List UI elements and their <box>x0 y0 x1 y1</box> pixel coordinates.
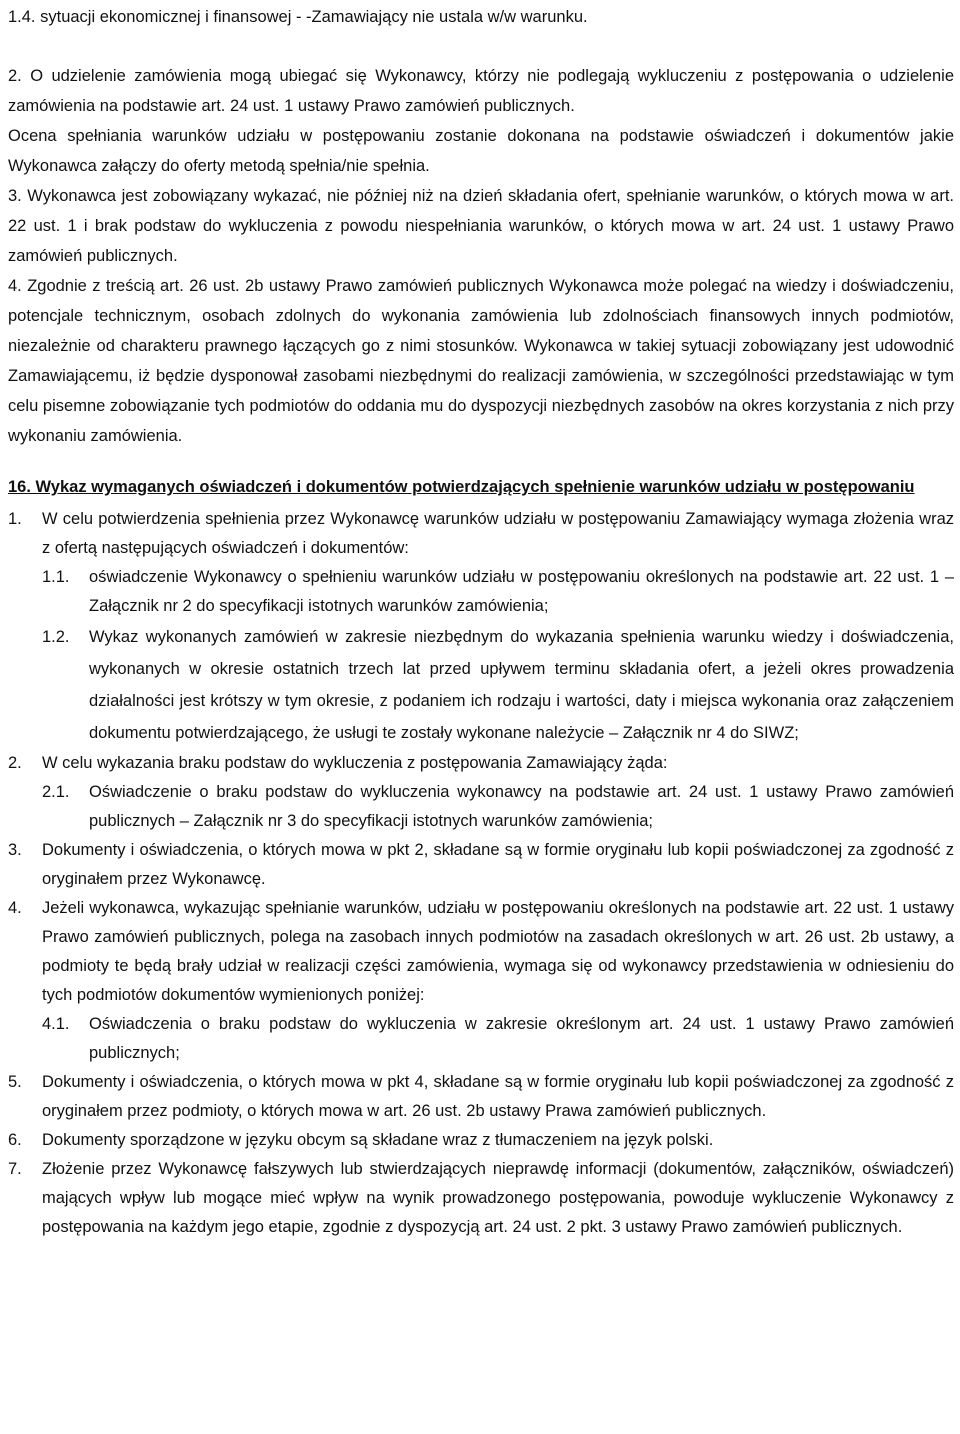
list-item <box>42 621 954 749</box>
list-text: Wykaz wykonanych zamówień w zakresie niezbędnym do wykazania spełnienia warunku wiedzy i doświadczenia, wykonanych w okresie ostatnich trzech lat przed upływem terminu składania ofert, a jeżeli okres prowadzenia działalności jest krótszy w tym okresie, z podaniem ich rodzaju i wartości, daty i miejsca wykonania oraz załączeniem dokumentu potwierdzającego, że usługi te zostały wykonane należycie – Załącznik nr 4 do SIWZ; <box>89 628 954 742</box>
list-text: Złożenie przez Wykonawcę fałszywych lub stwierdzających nieprawdę informacji (dokumentów, załączników, oświadczeń) mających wpływ lub mogące mieć wpływ na wynik prowadzonego postępowania, powoduje wykluczenie Wykonawcy z postępowania na każdym jego etapie, zgodnie z dyspozycją art. 24 ust. 2 pkt. 3 ustawy Prawo zamówień publicznych. <box>42 1160 954 1236</box>
list-item <box>42 1010 954 1068</box>
list-text: Oświadczenie o braku podstaw do wykluczenia wykonawcy na podstawie art. 24 ust. 1 ustawy Prawo zamówień publicznych – Załącznik nr 3 do specyfikacji istotnych warunków zamówienia; <box>89 783 954 830</box>
list-number: 1. <box>8 510 22 528</box>
list-number: 4. <box>8 899 22 917</box>
list-item <box>42 778 954 836</box>
list-text: Dokumenty i oświadczenia, o których mowa w pkt 4, składane są w formie oryginału lub kopii poświadczonej za zgodność z oryginałem przez podmioty, o których mowa w art. 26 ust. 2b ustawy Prawa zamówień publicznych. <box>42 1073 954 1120</box>
spacer <box>8 451 954 471</box>
paragraph-4: 4. Zgodnie z treścią art. 26 ust. 2b ustawy Prawo zamówień publicznych Wykonawca może polegać na wiedzy i doświadczeniu, potencjale technicznym, osobach zdolnych do wykonania zamówienia lub zdolnościach finansowych innych podmiotów, niezależnie od charakteru prawnego łączących go z nimi stosunków. Wykonawca w takiej sytuacji zobowiązany jest udowodnić Zamawiającemu, iż będzie dysponował zasobami niezbędnymi do realizacji zamówienia, w szczególności przedstawiając w tym celu pisemne zobowiązanie tych podmiotów do oddania mu do dyspozycji niezbędnych zasobów na okres korzystania z nich przy wykonaniu zamówienia. <box>8 277 954 445</box>
paragraph-1-4: 1.4. sytuacji ekonomicznej i finansowej - -Zamawiający nie ustala w/w warunku. <box>8 8 588 26</box>
list-item <box>8 836 954 894</box>
list-text: W celu wykazania braku podstaw do wykluczenia z postępowania Zamawiający żąda: <box>42 754 668 772</box>
list-number: 4.1. <box>42 1015 70 1033</box>
spacer <box>8 32 954 61</box>
list-item <box>8 505 954 563</box>
list-number: 6. <box>8 1131 22 1149</box>
list-text: Dokumenty sporządzone w języku obcym są składane wraz z tłumaczeniem na język polski. <box>42 1131 714 1149</box>
list-item <box>8 894 954 1010</box>
list-number: 7. <box>8 1160 22 1178</box>
paragraph-2: 2. O udzielenie zamówienia mogą ubiegać się Wykonawcy, którzy nie podlegają wykluczeniu z postępowania o udzielenie zamówienia na podstawie art. 24 ust. 1 ustawy Prawo zamówień publicznych. <box>8 67 954 115</box>
section-16-heading: 16. Wykaz wymaganych oświadczeń i dokumentów potwierdzających spełnienie warunków udziału w postępowaniu <box>8 478 915 496</box>
list-item <box>8 1068 954 1126</box>
list-number: 5. <box>8 1073 22 1091</box>
list-text: Oświadczenia o braku podstaw do wykluczenia w zakresie określonym art. 24 ust. 1 ustawy Prawo zamówień publicznych; <box>89 1015 954 1062</box>
list-text: oświadczenie Wykonawcy o spełnieniu warunków udziału w postępowaniu określonych na podstawie art. 22 ust. 1 – Załącznik nr 2 do specyfikacji istotnych warunków zamówienia; <box>89 568 954 615</box>
list-number: 1.1. <box>42 568 70 586</box>
list-number: 3. <box>8 841 22 859</box>
list-number: 2. <box>8 754 22 772</box>
list-text: Jeżeli wykonawca, wykazując spełnianie warunków, udziału w postępowaniu określonych na podstawie art. 22 ust. 1 ustawy Prawo zamówień publicznych, polega na zasobach innych podmiotów na zasadach określonych w art. 26 ust. 2b ustawy, a podmioty te będą brały udział w realizacji części zamówienia, wymaga się od wykonawcy przedstawienia w odniesieniu do tych podmiotów dokumentów wymienionych poniżej: <box>42 899 954 1004</box>
paragraph-3: 3. Wykonawca jest zobowiązany wykazać, nie później niż na dzień składania ofert, spełnianie warunków, o których mowa w art. 22 ust. 1 i brak podstaw do wykluczenia z powodu niespełniania warunków, o których mowa w art. 24 ust. 1 ustawy Prawo zamówień publicznych. <box>8 187 954 265</box>
list-item <box>8 1126 954 1155</box>
list-text: Dokumenty i oświadczenia, o których mowa w pkt 2, składane są w formie oryginału lub kopii poświadczonej za zgodność z oryginałem przez Wykonawcę. <box>42 841 954 888</box>
list-text: W celu potwierdzenia spełnienia przez Wykonawcę warunków udziału w postępowaniu Zamawiający wymaga złożenia wraz z ofertą następujących oświadczeń i dokumentów: <box>42 510 954 557</box>
paragraph-assessment: Ocena spełniania warunków udziału w postępowaniu zostanie dokonana na podstawie oświadczeń i dokumentów jakie Wykonawca załączy do oferty metodą spełnia/nie spełnia. <box>8 127 954 175</box>
list-item <box>8 749 954 778</box>
list-item <box>42 563 954 621</box>
list-item <box>8 1155 954 1242</box>
list-number: 1.2. <box>42 628 70 646</box>
list-number: 2.1. <box>42 783 70 801</box>
